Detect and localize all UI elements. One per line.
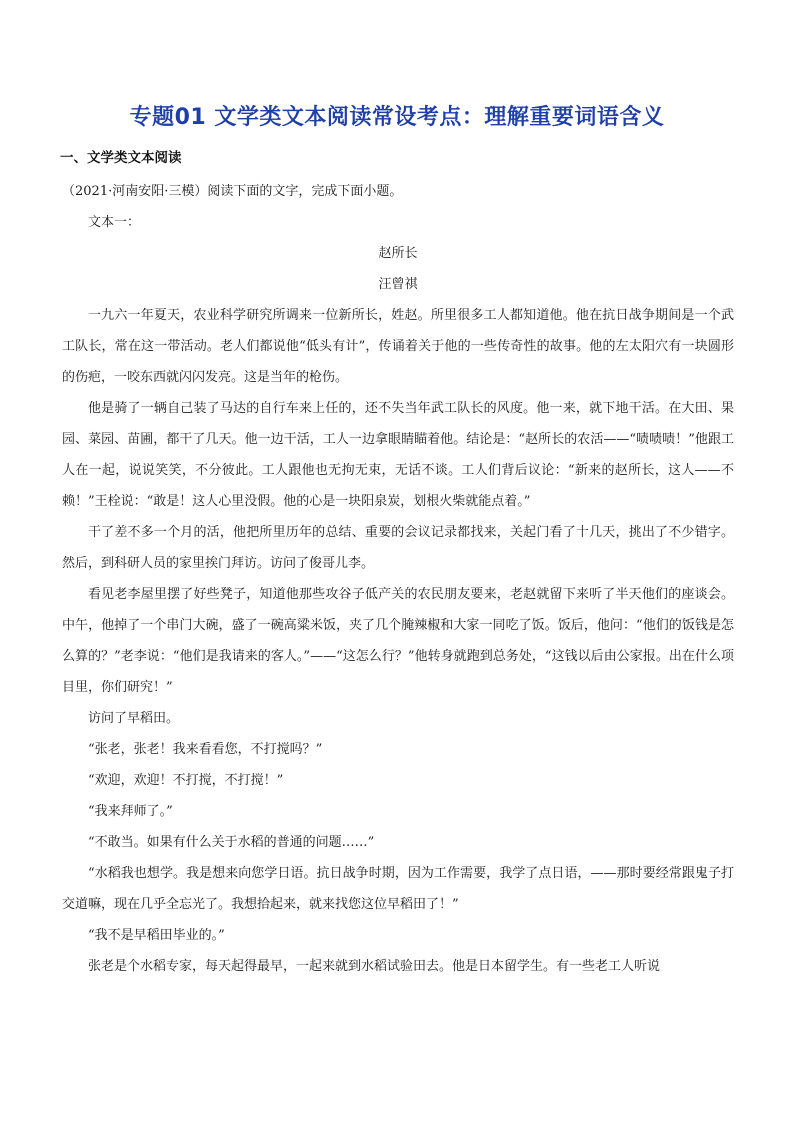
paragraph: “我不是早稻田毕业的。” [88,928,225,943]
question-source: （2021·河南安阳·三模）阅读下面的文字，完成下面小题。 [62,184,403,199]
text-label: 文本一： [88,215,141,230]
paragraph: “不敢当。如果有什么关于水稻的普通的问题……” [88,835,375,850]
paragraph: 他是骑了一辆自己装了马达的自行车来上任的，还不失当年武工队长的风度。他一来，就下地干活。在大田、果园、菜园、苗圃，都干了几天。他一边干活，工人一边拿眼睛瞄着他。结论是：“赵所长的农活——“啧啧啧！”他跟工人在一起，说说笑笑，不分彼此。工人跟他也无拘无束，无话不谈。工人们背后议论：“新来的赵所长，这人——不赖！”王栓说：“敢是！这人心里没假。他的心是一块阳泉炭，划根火柴就能点着。” [62,401,734,509]
paragraph: “我来拜师了。” [88,804,173,819]
paragraph: 访问了早稻田。 [88,711,180,726]
paragraph: 干了差不多一个月的活，他把所里历年的总结、重要的会议记录都找来，关起门看了十几天，挑出了不少错字。然后，到科研人员的家里挨门拜访。访问了俊哥儿李。 [62,525,734,571]
story-author: 汪曾祺 [378,277,418,292]
paragraph: 一九六一年夏天，农业科学研究所调来一位新所长，姓赵。所里很多工人都知道他。他在抗日战争期间是一个武工队长，常在这一带活动。老人们都说他“低头有计”，传诵着关于他的一些传奇性的故事。他的左太阳穴有一块圆形的伤疤，一咬东西就闪闪发亮。这是当年的枪伤。 [62,308,734,385]
paragraph: “张老，张老！我来看看您，不打搅吗？” [88,742,323,757]
document-body [62,176,734,982]
paragraph: “欢迎，欢迎！不打搅，不打搅！” [88,773,284,788]
story-title: 赵所长 [378,246,418,261]
paragraph: 张老是个水稻专家，每天起得最早，一起来就到水稻试验田去。他是日本留学生。有一些老工人听说 [88,959,661,974]
section-heading: 一、文学类文本阅读 [60,150,182,166]
page-title: 专题01 文学类文本阅读常设考点：理解重要词语含义 [129,105,665,130]
paragraph: 看见老李屋里摆了好些凳子，知道他那些攻谷子低产关的农民朋友要来，老赵就留下来听了半天他们的座谈会。中午，他掉了一个串门大碗，盛了一碗高粱米饭，夹了几个腌辣椒和大家一同吃了饭。饭后，他问：“他们的饭钱是怎么算的？”老李说：“他们是我请来的客人。”——“这怎么行？”他转身就跑到总务处，“这钱以后由公家报。出在什么项目里，你们研究！” [62,587,734,695]
paragraph: “水稻我也想学。我是想来向您学日语。抗日战争时期，因为工作需要，我学了点日语，——那时要经常跟鬼子打交道嘛，现在几乎全忘光了。我想拾起来，就来找您这位早稻田了！” [62,866,734,912]
